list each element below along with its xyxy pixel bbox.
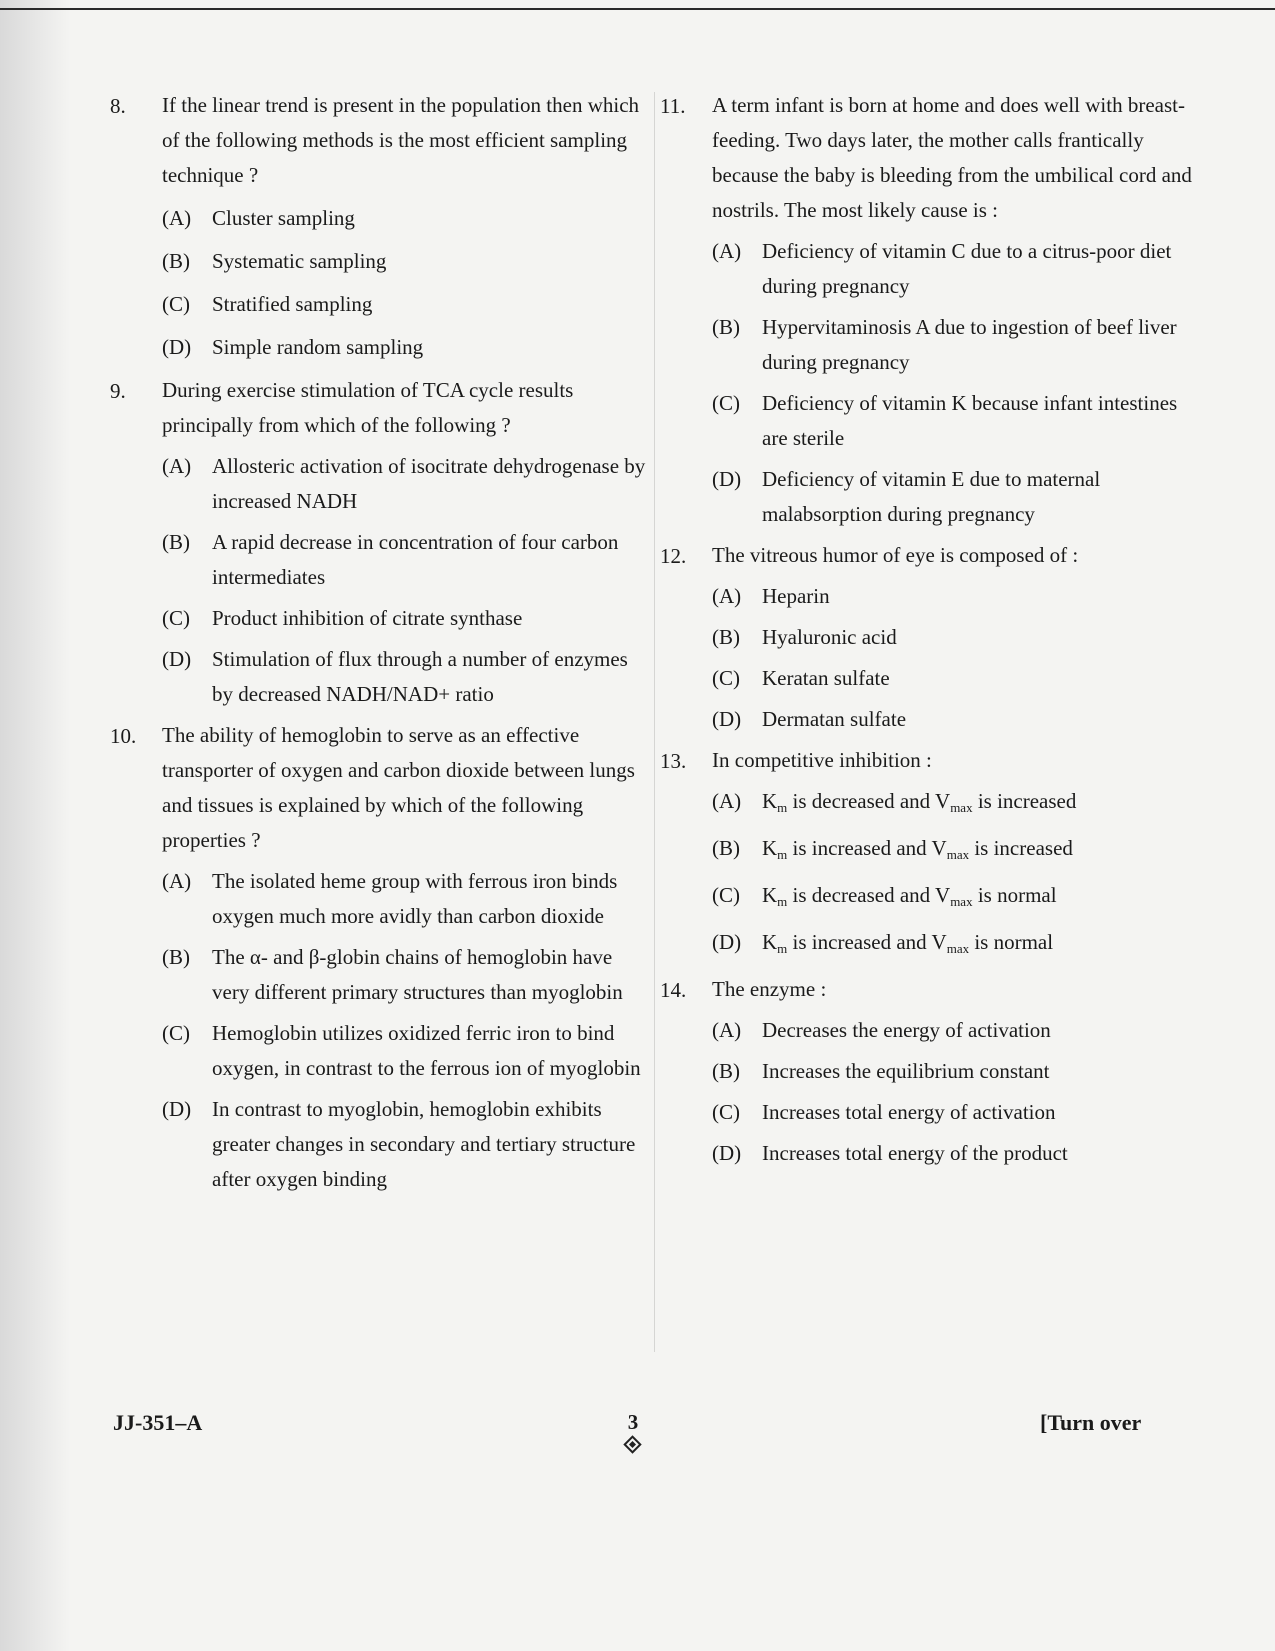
question-text: In competitive inhibition : xyxy=(712,748,932,772)
option-text xyxy=(762,878,1205,919)
question-11 xyxy=(660,88,1205,532)
option-label: (B) xyxy=(162,249,190,273)
option-text: Hypervitaminosis A due to ingestion of beef liver during pregnancy xyxy=(762,315,1177,374)
top-rule xyxy=(0,8,1275,10)
option-label: (B) xyxy=(712,836,740,860)
option-c[interactable] xyxy=(712,878,1205,919)
option-b[interactable] xyxy=(712,310,1205,380)
question-number: 8. xyxy=(110,94,126,118)
option-a[interactable] xyxy=(162,449,650,519)
option-label: (A) xyxy=(712,789,742,813)
middle-text: is decreased and V xyxy=(787,883,951,907)
option-d[interactable] xyxy=(712,702,1205,737)
question-number: 12. xyxy=(660,544,687,568)
option-text xyxy=(762,784,1205,825)
middle-text: is decreased and V xyxy=(787,789,951,813)
option-list xyxy=(162,449,650,712)
middle-text: is increased and V xyxy=(787,836,947,860)
question-text: The ability of hemoglobin to serve as an effective transporter of oxygen and carbon dioxide between lungs and tissues is explained by which of the following properties ? xyxy=(162,723,635,852)
option-text: Stimulation of flux through a number of enzymes by decreased NADH/NAD+ ratio xyxy=(212,647,628,706)
option-a[interactable] xyxy=(162,201,650,236)
k-symbol: K xyxy=(762,883,778,907)
option-text: Heparin xyxy=(762,584,830,608)
option-label: (C) xyxy=(712,391,740,415)
option-text: Hemoglobin utilizes oxidized ferric iron to bind oxygen, in contrast to the ferrous ion of myoglobin xyxy=(212,1021,641,1080)
option-c[interactable] xyxy=(162,601,650,636)
middle-text: is increased and V xyxy=(787,930,947,954)
option-label: (A) xyxy=(712,239,742,263)
question-13 xyxy=(660,743,1205,966)
option-label: (C) xyxy=(712,1100,740,1124)
column-divider xyxy=(654,92,655,1352)
option-b[interactable] xyxy=(712,831,1205,872)
option-label: (A) xyxy=(162,206,192,230)
option-label: (A) xyxy=(712,584,742,608)
option-label: (C) xyxy=(162,1021,190,1045)
question-text: The enzyme : xyxy=(712,977,827,1001)
option-text: Deficiency of vitamin K because infant intestines are sterile xyxy=(762,391,1178,450)
v-subscript: max xyxy=(950,800,973,815)
option-label: (B) xyxy=(162,530,190,554)
option-d[interactable] xyxy=(162,330,650,365)
option-d[interactable] xyxy=(162,1092,650,1197)
option-label: (D) xyxy=(162,647,192,671)
question-number: 14. xyxy=(660,978,687,1002)
v-subscript: max xyxy=(946,941,970,956)
k-subscript: m xyxy=(777,847,788,862)
option-text: Keratan sulfate xyxy=(762,666,890,690)
option-label: (C) xyxy=(712,666,740,690)
option-label: (B) xyxy=(712,315,740,339)
option-label: (C) xyxy=(162,292,190,316)
v-subscript: max xyxy=(946,847,970,862)
option-text: Increases total energy of the product xyxy=(762,1141,1068,1165)
option-b[interactable] xyxy=(712,1054,1205,1089)
option-b[interactable] xyxy=(162,525,650,595)
option-text: Increases the equilibrium constant xyxy=(762,1059,1050,1083)
option-label: (D) xyxy=(162,335,192,359)
option-a[interactable] xyxy=(712,234,1205,304)
question-number: 9. xyxy=(110,379,126,403)
question-9 xyxy=(110,373,650,712)
option-text: The α- and β-globin chains of hemoglobin have very different primary structures than myoglobin xyxy=(212,945,623,1004)
option-list xyxy=(162,201,650,365)
option-label: (A) xyxy=(162,454,192,478)
question-number: 13. xyxy=(660,749,687,773)
option-text: Deficiency of vitamin E due to maternal malabsorption during pregnancy xyxy=(762,467,1101,526)
option-label: (D) xyxy=(712,1141,742,1165)
question-8 xyxy=(110,88,650,365)
k-symbol: K xyxy=(762,836,778,860)
v-subscript: max xyxy=(950,894,973,909)
option-text: Dermatan sulfate xyxy=(762,707,907,731)
option-text xyxy=(762,831,1205,872)
option-d[interactable] xyxy=(712,462,1205,532)
option-label: (C) xyxy=(712,883,740,907)
option-list xyxy=(712,784,1205,966)
option-b[interactable] xyxy=(712,620,1205,655)
left-column xyxy=(110,88,650,1203)
question-text: During exercise stimulation of TCA cycle results principally from which of the following ? xyxy=(162,378,574,437)
page-number: 3 xyxy=(627,1410,639,1434)
option-a[interactable] xyxy=(162,864,650,934)
option-c[interactable] xyxy=(712,1095,1205,1130)
option-c[interactable] xyxy=(712,386,1205,456)
option-text: Systematic sampling xyxy=(212,249,387,273)
option-text: Hyaluronic acid xyxy=(762,625,897,649)
option-label: (B) xyxy=(162,945,190,969)
option-text: Cluster sampling xyxy=(212,206,355,230)
end-text: is increased xyxy=(972,789,1077,813)
option-d[interactable] xyxy=(712,1136,1205,1171)
option-text: Stratified sampling xyxy=(212,292,373,316)
option-text: A rapid decrease in concentration of four carbon intermediates xyxy=(212,530,619,589)
option-text: Allosteric activation of isocitrate dehydrogenase by increased NADH xyxy=(212,454,646,513)
question-14 xyxy=(660,972,1205,1171)
option-label: (D) xyxy=(712,707,742,731)
k-symbol: K xyxy=(762,789,778,813)
option-text: Deficiency of vitamin C due to a citrus-poor diet during pregnancy xyxy=(762,239,1172,298)
question-number: 11. xyxy=(660,94,686,118)
question-text: The vitreous humor of eye is composed of : xyxy=(712,543,1079,567)
end-text: is normal xyxy=(972,883,1057,907)
k-subscript: m xyxy=(777,894,788,909)
question-text: If the linear trend is present in the population then which of the following methods is the most efficient sampling technique ? xyxy=(162,93,640,187)
option-label: (D) xyxy=(712,467,742,491)
question-12 xyxy=(660,538,1205,737)
end-text: is normal xyxy=(969,930,1054,954)
option-c[interactable] xyxy=(712,661,1205,696)
scan-shadow xyxy=(0,0,70,1651)
option-text: The isolated heme group with ferrous iron binds oxygen much more avidly than carbon dioxide xyxy=(212,869,618,928)
option-text: Increases total energy of activation xyxy=(762,1100,1056,1124)
option-label: (D) xyxy=(712,930,742,954)
option-d[interactable] xyxy=(162,642,650,712)
option-list xyxy=(162,864,650,1197)
option-c[interactable] xyxy=(162,287,650,322)
question-text: A term infant is born at home and does well with breast-feeding. Two days later, the mother calls frantically because the baby is bleeding from the umbilical cord and nostrils. The most likely cause is : xyxy=(712,93,1192,222)
end-text: is increased xyxy=(969,836,1073,860)
option-a[interactable] xyxy=(712,784,1205,825)
diamond-ornament-icon xyxy=(623,1435,641,1453)
paper-code: JJ-351–A xyxy=(113,1410,203,1435)
option-text: Product inhibition of citrate synthase xyxy=(212,606,523,630)
option-label: (B) xyxy=(712,625,740,649)
right-column xyxy=(660,88,1205,1177)
option-b[interactable] xyxy=(162,940,650,1010)
option-label: (C) xyxy=(162,606,190,630)
option-b[interactable] xyxy=(162,244,650,279)
option-text xyxy=(762,925,1205,966)
option-text: In contrast to myoglobin, hemoglobin exhibits greater changes in secondary and tertiary structure after oxygen binding xyxy=(212,1097,636,1191)
k-subscript: m xyxy=(777,800,788,815)
k-subscript: m xyxy=(777,941,788,956)
k-symbol: K xyxy=(762,930,778,954)
option-list xyxy=(712,579,1205,737)
option-d[interactable] xyxy=(712,925,1205,966)
question-10 xyxy=(110,718,650,1197)
option-list xyxy=(712,234,1205,532)
option-c[interactable] xyxy=(162,1016,650,1086)
option-a[interactable] xyxy=(712,1013,1205,1048)
option-text: Decreases the energy of activation xyxy=(762,1018,1051,1042)
option-label: (B) xyxy=(712,1059,740,1083)
turn-over-label: [Turn over xyxy=(1040,1410,1142,1435)
option-label: (A) xyxy=(712,1018,742,1042)
option-list xyxy=(712,1013,1205,1171)
option-label: (D) xyxy=(162,1097,192,1121)
option-a[interactable] xyxy=(712,579,1205,614)
question-number: 10. xyxy=(110,724,137,748)
option-label: (A) xyxy=(162,869,192,893)
option-text: Simple random sampling xyxy=(212,335,424,359)
